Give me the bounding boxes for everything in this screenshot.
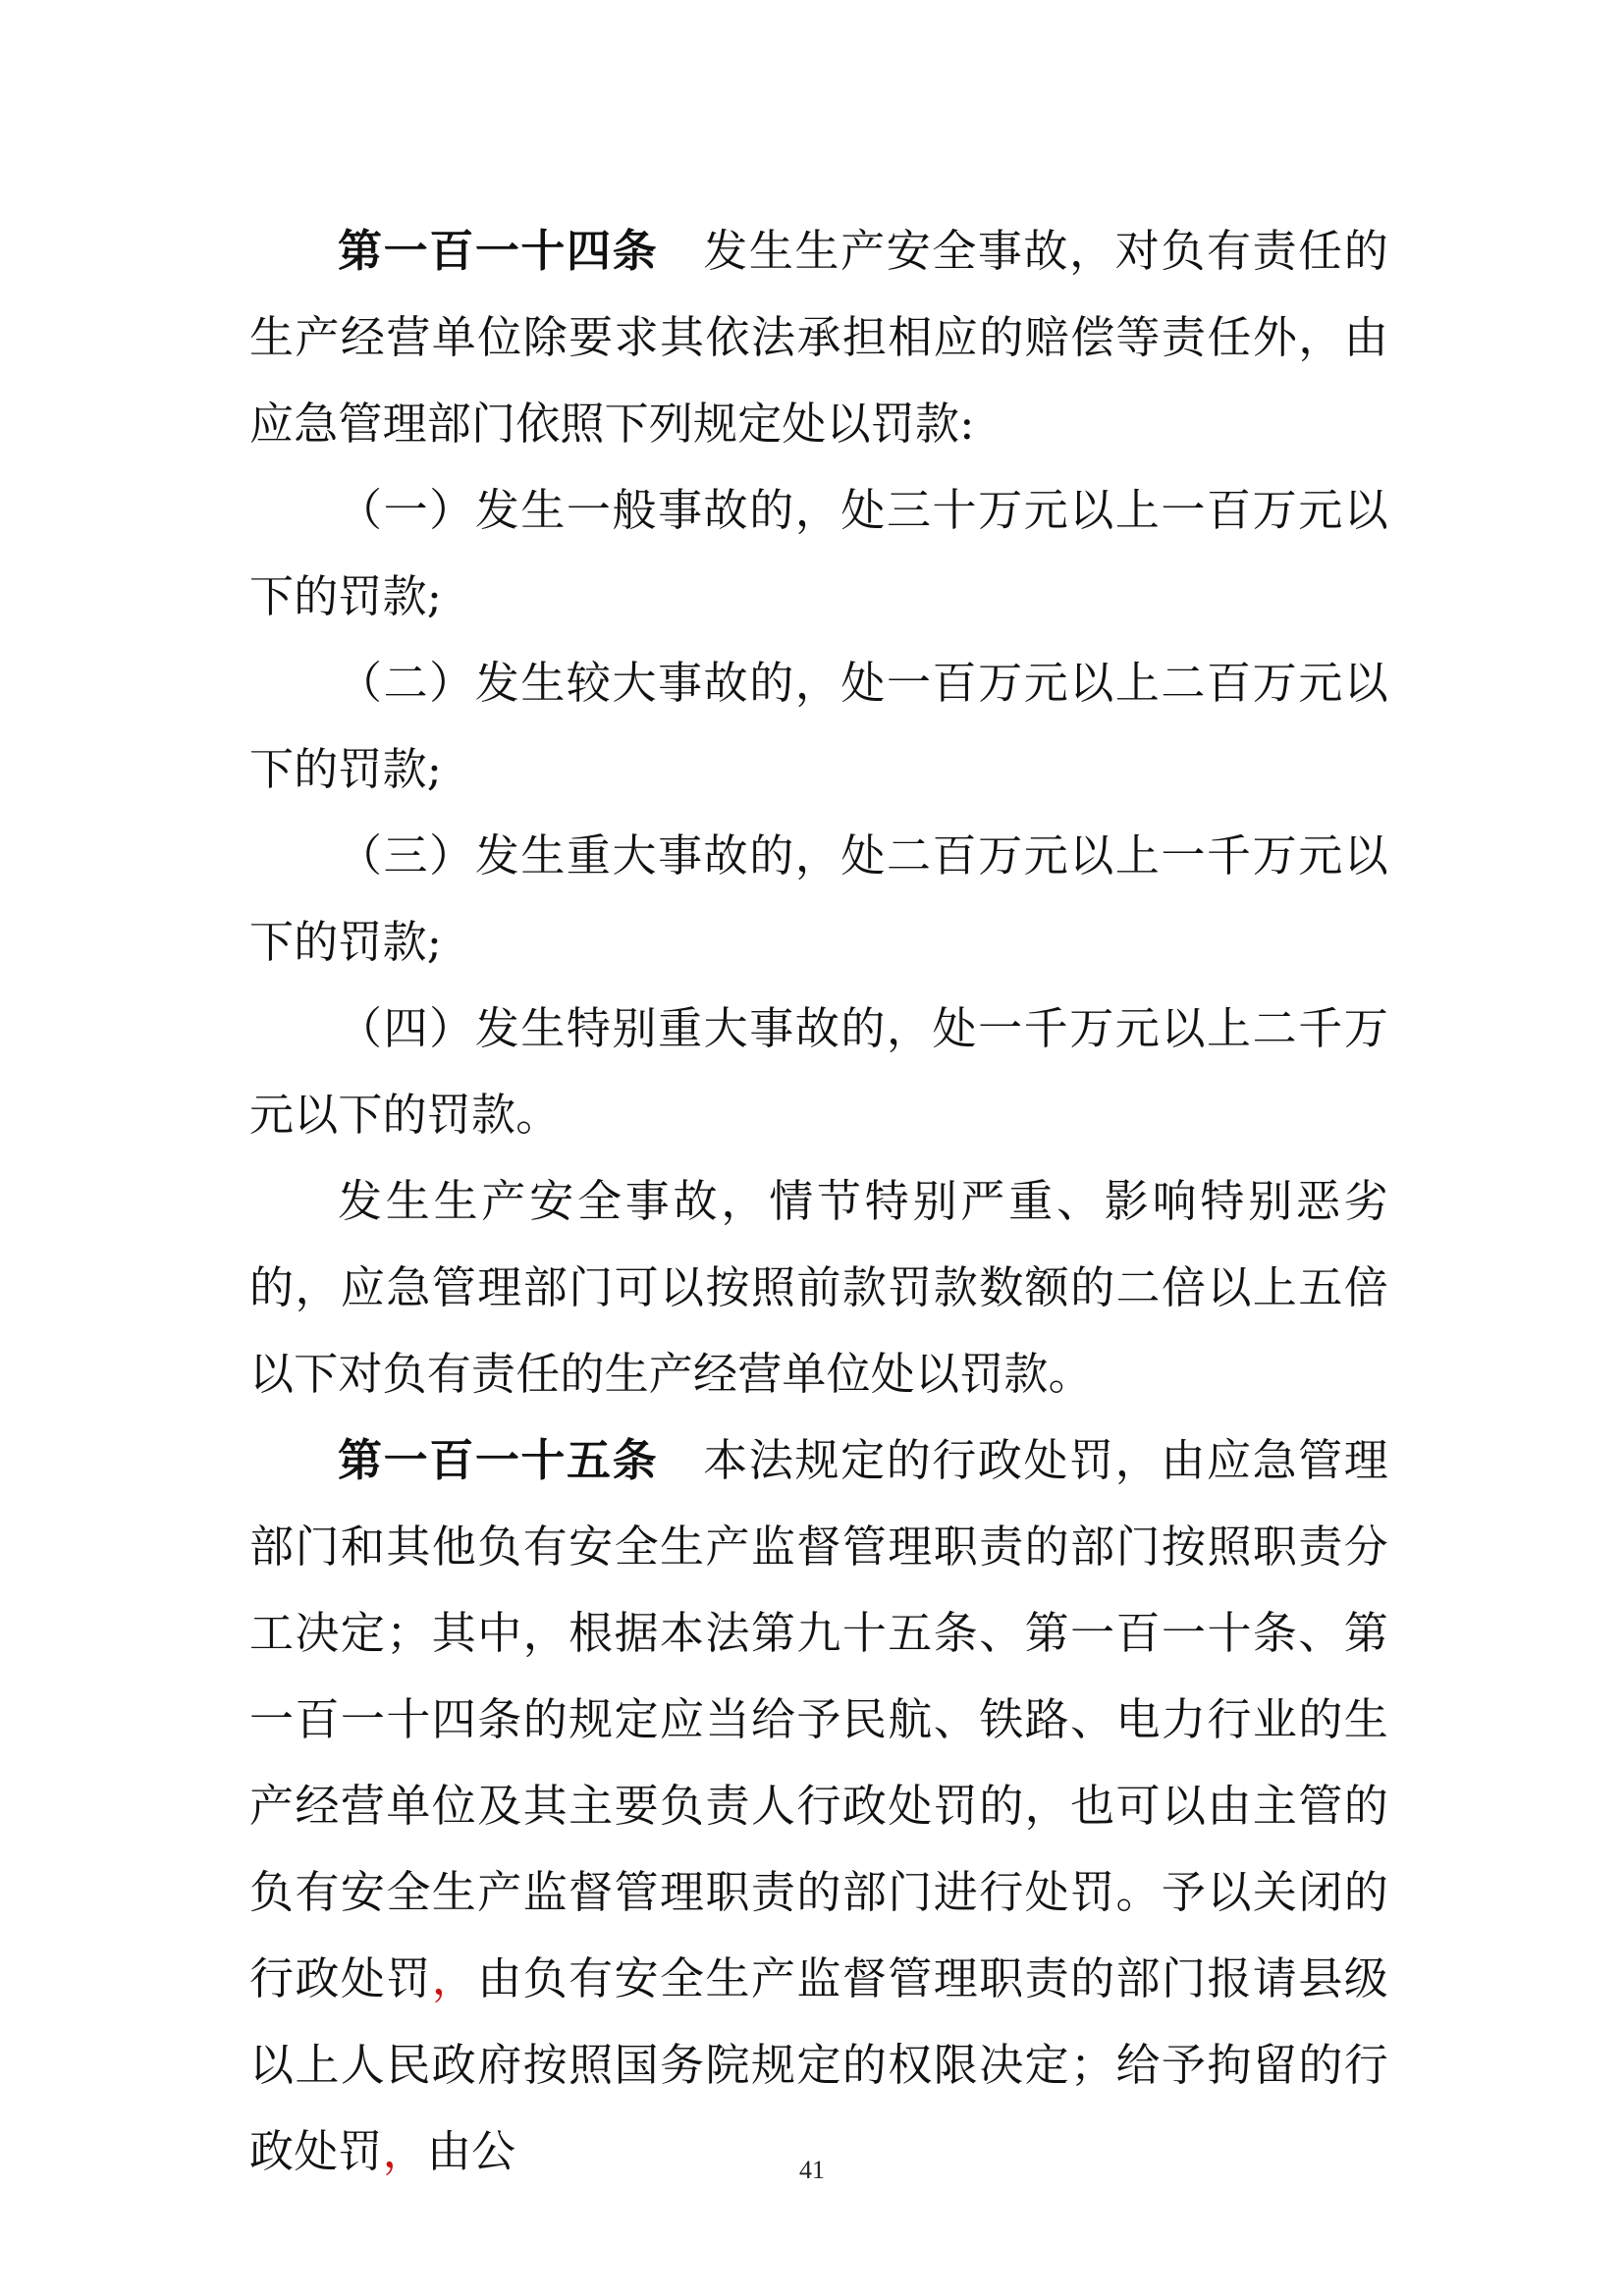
list-item-3 [249,813,1388,986]
paragraph-text: 由公 [426,2125,516,2177]
paragraph-text: 由负有安全生产监督管理职责的部门报请县级以上人民政府按照国务院规定的权限决定；给予拘留的行政处罚 [249,1952,1388,2177]
paragraph-text: 发生生产安全事故，对负有责任的生产经营单位除要求其依法承担相应的赔偿等责任外，由应急管理部门依照下列规定处以罚款: [249,225,1388,450]
article-115-paragraph [249,1417,1388,2195]
document-body [249,208,1388,2195]
list-item-4 [249,986,1388,1158]
page-number: 41 [799,2156,825,2184]
paragraph-text: （二）发生较大事故的，处一百万元以上二百万元以下的罚款; [249,657,1388,795]
penalty-multiplier-paragraph [249,1158,1388,1417]
list-item-2 [249,640,1388,813]
paragraph-text: 本法规定的行政处罚，由应急管理部门和其他负有安全生产监督管理职责的部门按照职责分工决定；其中，根据本法第九十五条、第一百一十条、第一百一十四条的规定应当给予民航、铁路、电力行业的生产经营单位及其主要负责人行政处罚的，也可以由主管的负有安全生产监督管理职责的部门进行处罚。予以关闭的行政处罚 [249,1434,1388,2004]
list-item-1 [249,467,1388,640]
article-114-paragraph [249,208,1388,467]
article-heading: 第一百一十四条 [338,225,659,277]
paragraph-text: （三）发生重大事故的，处二百万元以上一千万元以下的罚款; [249,829,1388,968]
paragraph-text: （四）发生特别重大事故的，处一千万元以上二千万元以下的罚款。 [249,1002,1388,1141]
paragraph-text: 发生生产安全事故，情节特别严重、影响特别恶劣的，应急管理部门可以按照前款罚款数额的二倍以上五倍以下对负有责任的生产经营单位处以罚款。 [249,1175,1388,1400]
highlighted-comma: ， [431,1952,478,2004]
article-heading: 第一百一十五条 [338,1434,659,1486]
paragraph-text: （一）发生一般事故的，处三十万元以上一百万元以下的罚款; [249,484,1388,622]
highlighted-comma: ， [382,2125,427,2177]
